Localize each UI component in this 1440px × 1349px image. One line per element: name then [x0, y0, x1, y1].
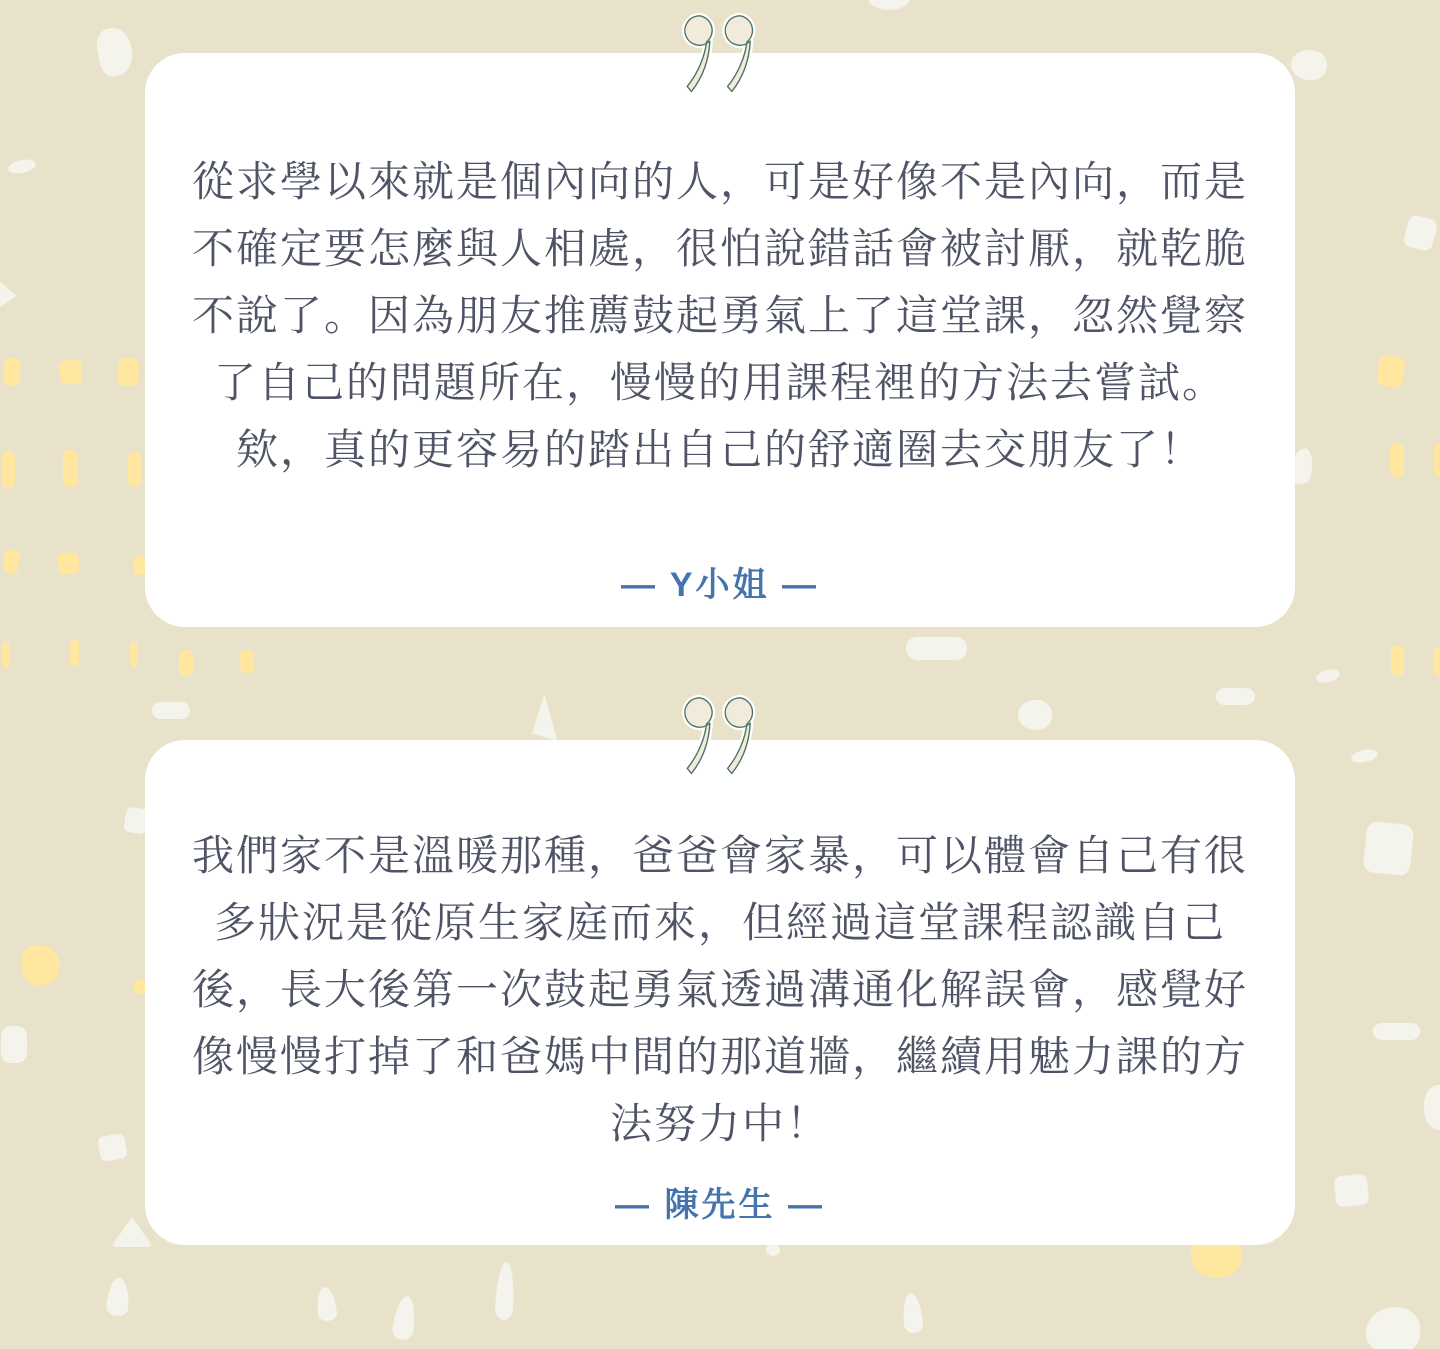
- testimonial-text-1: [145, 53, 1295, 483]
- confetti-white-oval: [7, 157, 37, 176]
- confetti-yellow-dash: [70, 640, 79, 666]
- confetti-yellow-dash: [2, 451, 15, 488]
- confetti-white-blob: [1402, 214, 1438, 252]
- confetti-white-blob: [94, 25, 136, 78]
- confetti-white-blob: [1424, 1085, 1440, 1130]
- confetti-white-blob: [1, 1026, 27, 1063]
- confetti-white-teardrop: [494, 1262, 515, 1321]
- testimonial-line: 欸，真的更容易的踏出自己的舒適圈去交朋友了！: [235, 426, 1204, 473]
- testimonial-author-1: — Y小姐 —: [621, 566, 819, 604]
- testimonial-line: 法努力中！: [609, 1100, 830, 1147]
- testimonial-line: 多狀況是從原生家庭而來，但經過這堂課程認識自己: [213, 899, 1226, 946]
- confetti-yellow-dash: [239, 650, 254, 674]
- confetti-white-dot: [766, 1244, 780, 1256]
- testimonial-card-2: [145, 740, 1295, 1245]
- confetti-white-blob: [1362, 821, 1414, 877]
- testimonial-author-2: — 陳先生 —: [615, 1186, 825, 1224]
- testimonial-line: 像慢慢打掉了和爸媽中間的那道牆，繼續用魅力課的方: [191, 1033, 1248, 1080]
- confetti-white-triangle: [531, 693, 560, 741]
- confetti-yellow-dash: [117, 357, 139, 386]
- confetti-yellow-dash: [1376, 354, 1406, 388]
- confetti-yellow-dash: [3, 548, 20, 573]
- confetti-yellow-dash: [62, 450, 78, 488]
- confetti-yellow-dash: [57, 552, 81, 576]
- confetti-yellow-dash: [3, 358, 20, 387]
- confetti-yellow-dash: [1433, 647, 1440, 676]
- confetti-white-teardrop: [391, 1295, 418, 1341]
- testimonial-text-2: [145, 740, 1295, 1157]
- confetti-yellow-dash: [130, 642, 138, 667]
- confetti-white-oval: [1315, 667, 1341, 685]
- confetti-yellow-dash: [1391, 645, 1404, 676]
- confetti-white-teardrop: [106, 1277, 131, 1316]
- confetti-white-teardrop: [901, 1292, 923, 1334]
- confetti-white-pill: [152, 702, 190, 719]
- confetti-white-oval: [1350, 747, 1379, 764]
- testimonial-line: 後，長大後第一次鼓起勇氣透過溝通化解誤會，感覺好: [191, 966, 1248, 1013]
- confetti-white-blob: [1366, 1307, 1420, 1349]
- closing-quote-icon: [683, 696, 757, 777]
- confetti-yellow-dash: [1390, 443, 1404, 477]
- confetti-white-blob: [97, 1133, 128, 1162]
- confetti-white-blob: [1016, 698, 1054, 732]
- confetti-white-blob: [1333, 1173, 1369, 1207]
- testimonial-line: 不說了。因為朋友推薦鼓起勇氣上了這堂課，忽然覺察: [191, 292, 1248, 339]
- confetti-yellow-blob: [20, 943, 62, 987]
- confetti-white-triangle: [0, 282, 17, 307]
- testimonial-line: 我們家不是溫暖那種，爸爸會家暴，可以體會自己有很: [191, 832, 1248, 879]
- confetti-yellow-dash: [179, 650, 194, 676]
- confetti-yellow-dash: [1434, 443, 1440, 477]
- testimonial-line: 了自己的問題所在，慢慢的用課程裡的方法去嘗試。: [213, 359, 1226, 406]
- testimonial-card-1: [145, 53, 1295, 627]
- testimonial-line: 不確定要怎麼與人相處，很怕說錯話會被討厭，就乾脆: [191, 225, 1248, 272]
- confetti-white-blob: [868, 0, 910, 10]
- confetti-white-pill: [1373, 1023, 1420, 1040]
- confetti-white-pill: [906, 637, 967, 660]
- confetti-yellow-dash: [2, 642, 10, 668]
- confetti-yellow-dash: [133, 556, 145, 575]
- testimonial-line: 從求學以來就是個內向的人，可是好像不是內向，而是: [191, 158, 1248, 205]
- confetti-yellow-dash: [59, 359, 83, 384]
- closing-quote-icon: [683, 14, 757, 95]
- confetti-white-teardrop: [315, 1286, 337, 1322]
- confetti-white-pill: [1216, 688, 1255, 705]
- confetti-yellow-dash: [128, 452, 141, 487]
